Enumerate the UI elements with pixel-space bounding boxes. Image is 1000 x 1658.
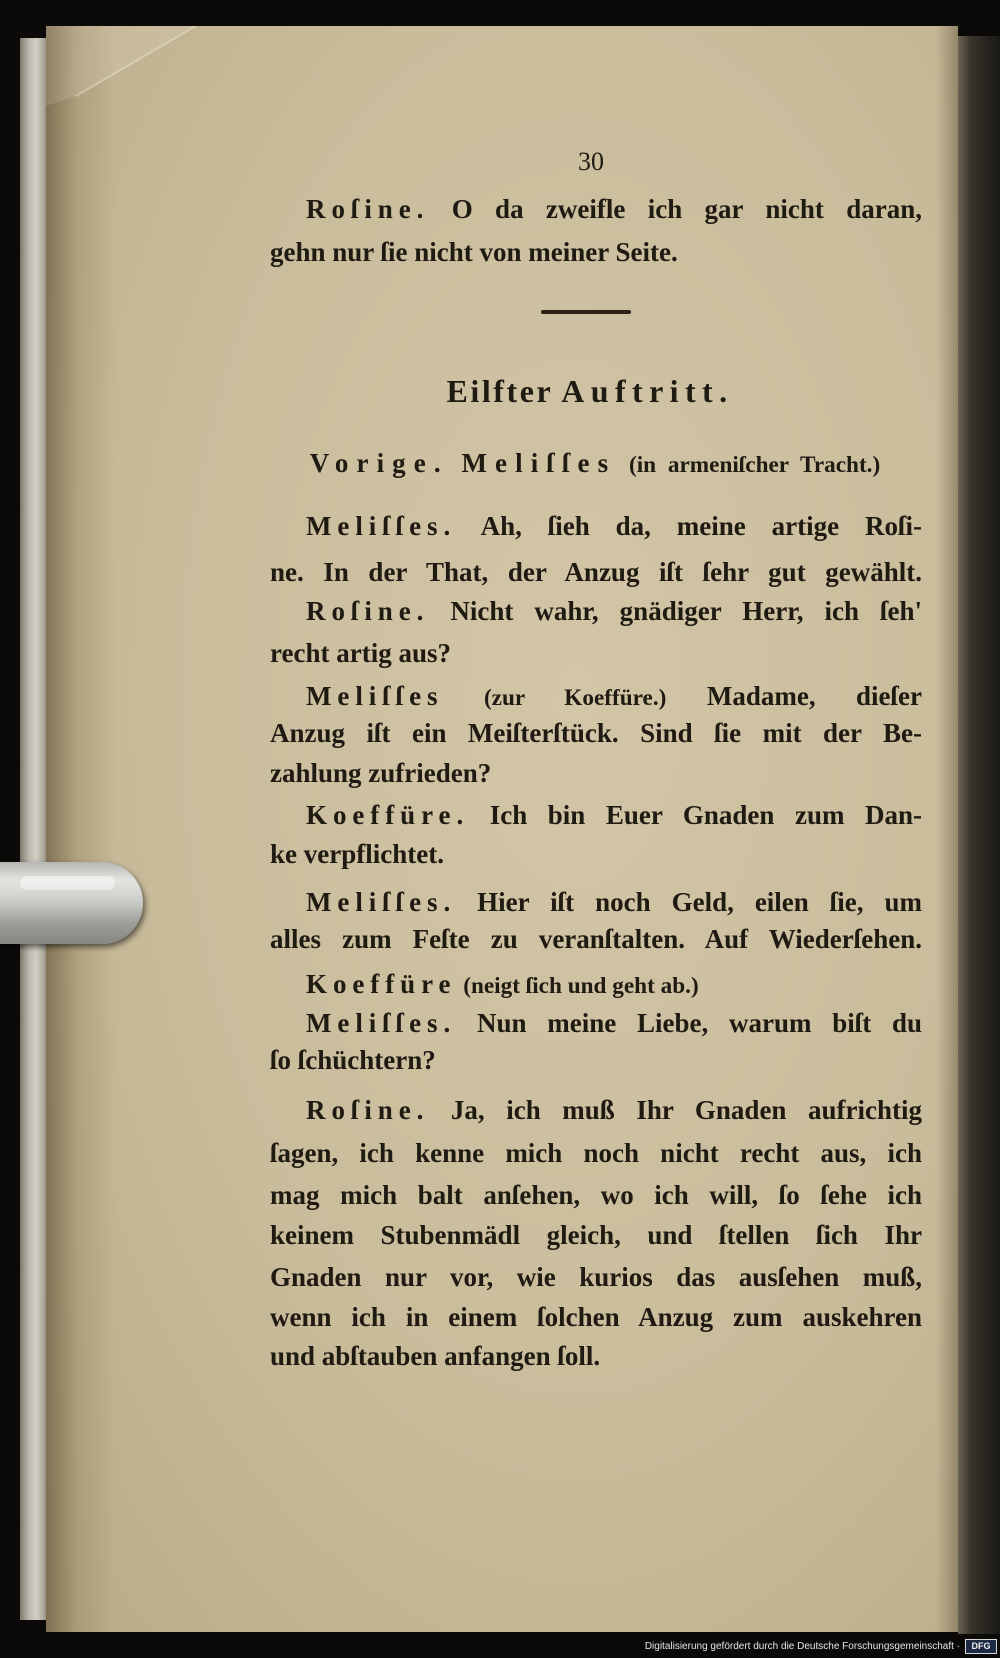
line-text: Ich bin Euer Gnaden zum Dan-: [489, 800, 923, 830]
speech-line: [306, 593, 922, 629]
line-text: Hier iſt noch Geld, eilen ſie, um: [477, 887, 923, 917]
scanner-thumb: [0, 862, 143, 944]
line-text: Nicht wahr, gnädiger Herr, ich ſeh': [450, 596, 922, 626]
speech-line: [270, 1042, 922, 1078]
corner-crease: [46, 26, 246, 136]
line-text: und abſtauben anfangen ſoll.: [270, 1341, 601, 1371]
stage-direction: (zur Koeffüre.): [483, 685, 667, 711]
line-text: zahlung zufrieden?: [270, 758, 492, 788]
speech-line: [306, 966, 922, 1002]
speech-line: [306, 678, 922, 714]
speech-line: [270, 755, 922, 791]
scene-heading-ordinal: Eilfter: [446, 373, 554, 409]
speech-line: [306, 1092, 922, 1128]
line-text: Gnaden nur vor, wie kurios das ausſehen muß,: [270, 1262, 922, 1292]
speech-line: [270, 1259, 922, 1295]
line-text: recht artig aus?: [270, 638, 451, 668]
line-text: keinem Stubenmädl gleich, und ſtellen ſich Ihr: [270, 1220, 922, 1250]
line-text: gehn nur ſie nicht von meiner Seite.: [270, 237, 678, 267]
cast-line: [245, 445, 945, 481]
line-text: ke verpflichtet.: [270, 839, 444, 869]
line-text: Ah, ſieh da, meine artige Roſi-: [480, 511, 922, 541]
speaker-name: Meliſſes: [306, 681, 444, 711]
speech-line: [270, 1217, 922, 1253]
stage-direction: (neigt ſich und geht ab.): [463, 973, 699, 999]
line-text: alles zum Feſte zu veranſtalten. Auf Wiederſehen.: [270, 924, 922, 954]
speaker-name: Roſine.: [306, 596, 430, 626]
dfg-logo: DFG: [965, 1639, 997, 1654]
section-rule: [541, 310, 631, 314]
speech-line: [270, 554, 922, 590]
speaker-name: Meliſſes.: [306, 511, 457, 541]
line-text: ſagen, ich kenne mich noch nicht recht aus, ich: [270, 1138, 922, 1168]
speech-line: [306, 1005, 922, 1041]
speech-line: [306, 508, 922, 544]
speaker-name: Roſine.: [306, 1095, 430, 1125]
speech-line: [270, 1177, 922, 1213]
speech-line: [306, 797, 922, 833]
page-number: 30: [578, 147, 604, 176]
stage-direction: (in armeniſcher Tracht.): [628, 452, 881, 478]
speech-line: [270, 234, 922, 270]
speaker-name: Koeffüre: [306, 969, 457, 999]
speaker-name: Meliſſes: [461, 448, 617, 478]
footer-text: Digitalisierung gefördert durch die Deutsche Forschungsgemeinschaft ·: [644, 1641, 960, 1652]
line-text: Madame, dieſer: [706, 681, 922, 711]
line-text: ſo ſchüchtern?: [270, 1045, 436, 1075]
line-text: ne. In der That, der Anzug iſt ſehr gut gewählt.: [270, 557, 922, 587]
speech-line: [306, 884, 922, 920]
scene-heading: [390, 371, 790, 411]
speaker-name: Roſine.: [306, 194, 430, 224]
line-text: Nun meine Liebe, warum biſt du: [476, 1008, 922, 1038]
scene-heading-word: Auftritt.: [561, 373, 734, 409]
speech-line: [270, 635, 922, 671]
speech-line: [270, 1338, 922, 1374]
speaker-name: Meliſſes.: [306, 887, 457, 917]
line-text: Ja, ich muß Ihr Gnaden aufrichtig: [450, 1095, 922, 1125]
speaker-name: Meliſſes.: [306, 1008, 457, 1038]
speech-line: [270, 1299, 922, 1335]
line-text: wenn ich in einem ſolchen Anzug zum auskehren: [270, 1302, 922, 1332]
speech-line: [270, 921, 922, 957]
speech-line: [270, 1135, 922, 1171]
line-text: Anzug iſt ein Meiſterſtück. Sind ſie mit der Be-: [270, 718, 922, 748]
line-text: mag mich balt anſehen, wo ich will, ſo ſehe ich: [270, 1180, 922, 1210]
speech-line: [306, 191, 922, 227]
line-text: O da zweifle ich gar nicht daran,: [451, 194, 923, 224]
speaker-name: Koeffüre.: [306, 800, 470, 830]
scan-footer: [0, 1636, 1000, 1658]
speech-line: [270, 715, 922, 751]
speech-line: [270, 836, 922, 872]
cast-prefix: Vorige.: [309, 448, 449, 478]
book-edge: [958, 36, 1000, 1634]
